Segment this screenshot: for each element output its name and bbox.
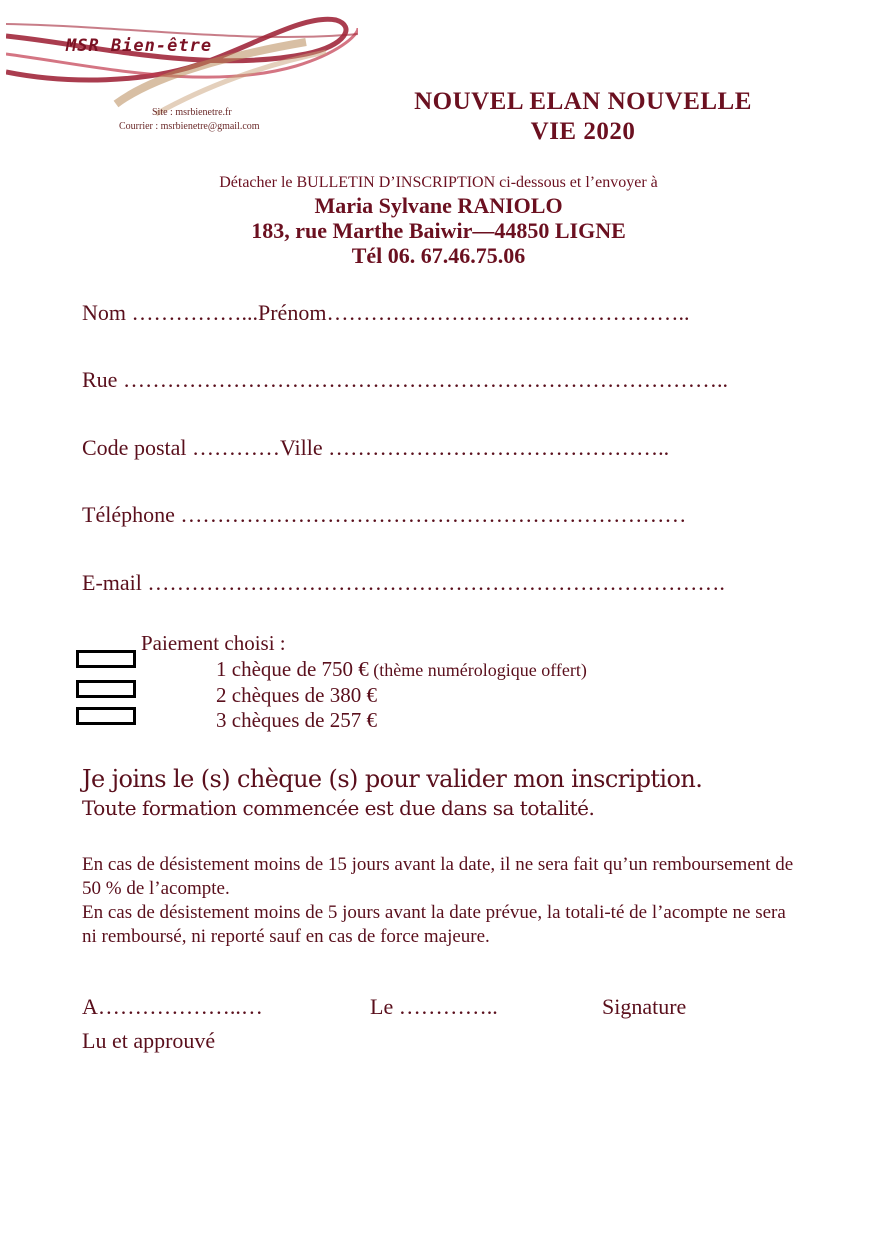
logo-brand-text: MSR Bien-être [66, 36, 213, 56]
lieu-field[interactable]: A………………..… [82, 994, 263, 1019]
formation-notice: Toute formation commencée est due dans sa totalité. [82, 796, 595, 820]
payment-checkbox-3[interactable] [76, 707, 136, 725]
payment-option-3-label: 3 chèques de 257 € [216, 708, 377, 732]
cancellation-5-days: En cas de désistement moins de 5 jours avant la date prévue, la totali-té de l’acompte ne sera ni remboursé, ni reporté sauf en cas de force majeure. [82, 902, 786, 947]
payment-checkbox-1[interactable] [76, 650, 136, 668]
email-field[interactable]: E-mail ……………………………………………………………………. [82, 570, 725, 595]
payment-option-1 [216, 657, 587, 682]
lu-approuve-label: Lu et approuvé [82, 1028, 216, 1053]
date-field[interactable]: Le ………….. [370, 994, 498, 1019]
payment-checkbox-2[interactable] [76, 680, 136, 698]
cancellation-15-days: En cas de désistement moins de 15 jours avant la date, il ne sera fait qu’un remboursement de 50 % de l’acompte. [82, 854, 794, 899]
page-title-line2: VIE 2020 [530, 118, 636, 145]
payment-option-2 [216, 683, 377, 708]
brand-logo [6, 14, 358, 136]
payment-option-1-label: 1 chèque de 750 € [216, 657, 369, 681]
telephone-field[interactable]: Téléphone …………………………………………………………… [82, 502, 687, 527]
payment-option-3 [216, 708, 377, 733]
nom-prenom-field[interactable]: Nom ……………...Prénom………………………………………….. [82, 300, 690, 325]
code-postal-ville-field[interactable]: Code postal …………Ville ……………………………………….. [82, 435, 670, 460]
cheque-notice: Je joins le (s) chèque (s) pour valider mon inscription. [82, 765, 703, 793]
instruction-text: Détacher le BULLETIN D’INSCRIPTION ci-dessous et l’envoyer à [219, 174, 658, 191]
logo-mail-text: Courrier : msrbienetre@gmail.com [119, 121, 260, 132]
signature-label: Signature [602, 994, 687, 1019]
recipient-address: 183, rue Marthe Baiwir—44850 LIGNE [251, 218, 626, 243]
recipient-phone: Tél 06. 67.46.75.06 [351, 243, 526, 268]
payment-option-1-note: (thème numérologique offert) [368, 660, 587, 680]
page-title-line1: NOUVEL ELAN NOUVELLE [414, 88, 752, 115]
payment-option-2-label: 2 chèques de 380 € [216, 683, 377, 707]
rue-field[interactable]: Rue ……………………………………………………………………….. [82, 367, 728, 392]
recipient-name: Maria Sylvane RANIOLO [314, 193, 563, 218]
logo-site-text: Site : msrbienetre.fr [152, 107, 232, 118]
payment-label: Paiement choisi : [141, 631, 286, 655]
